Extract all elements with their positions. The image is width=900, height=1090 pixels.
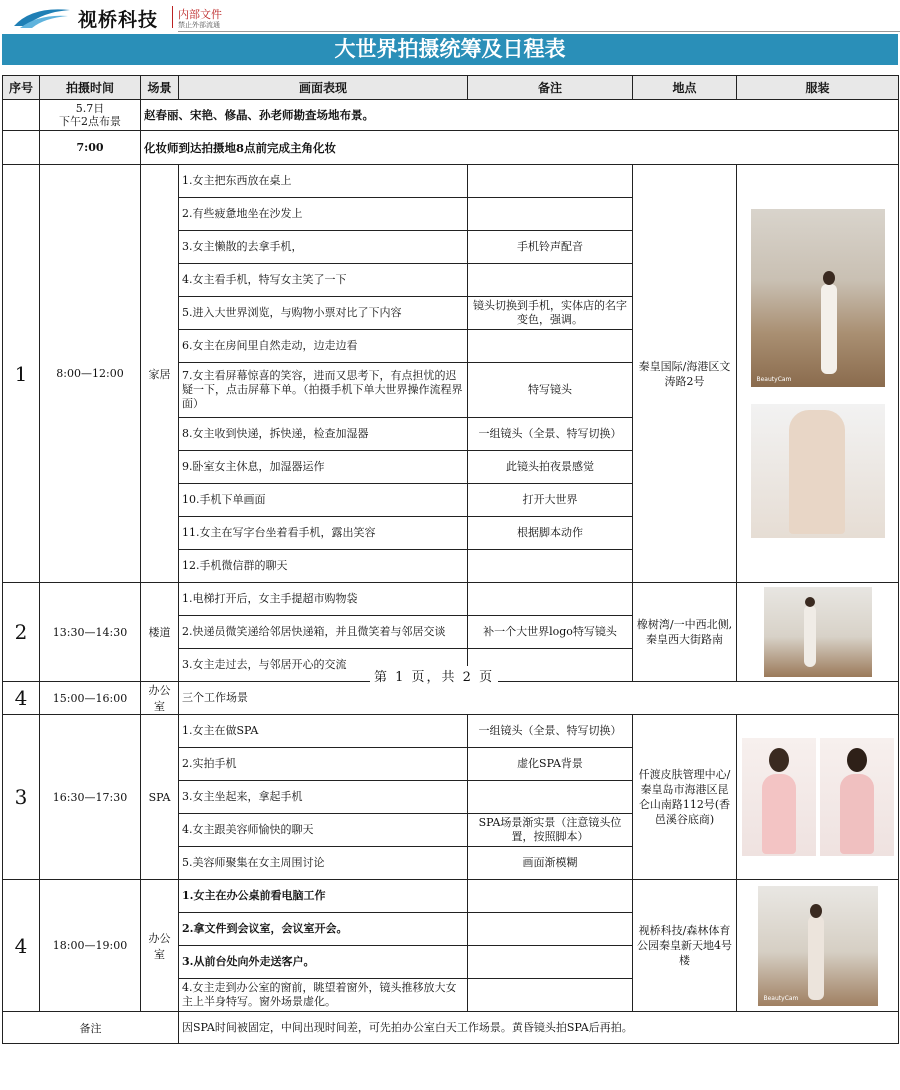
shot-desc: 3.女主走过去，与邻居开心的交流 bbox=[179, 649, 468, 682]
shot-desc: 三个工作场景 bbox=[179, 682, 899, 715]
shot-note bbox=[468, 781, 633, 814]
shot-desc: 3.女主坐起来，拿起手机 bbox=[179, 781, 468, 814]
remarks-label: 备注 bbox=[3, 1012, 179, 1044]
col-header-note: 备注 bbox=[468, 76, 633, 100]
costume-photo-spa-front bbox=[742, 738, 816, 856]
page-title: 大世界拍摄统筹及日程表 bbox=[2, 34, 898, 65]
costume-photo-hallway bbox=[764, 587, 872, 677]
shot-note: 根据脚本动作 bbox=[468, 517, 633, 550]
shot-desc: 7.女主看屏幕惊喜的笑容，进而又思考下，有点担忧的迟疑一下，点击屏幕下单。（拍摄手机下单大世界操作流程界面） bbox=[179, 363, 468, 418]
shot-desc: 5.进入大世界浏览，与购物小票对比了下内容 bbox=[179, 297, 468, 330]
shot-note: 一组镜头（全景、特写切换） bbox=[468, 715, 633, 748]
remarks-text: 因SPA时间被固定，中间出现时间差，可先拍办公室白天工作场景。黄昏镜头拍SPA后再拍。 bbox=[179, 1012, 899, 1044]
table-row bbox=[3, 100, 899, 131]
shot-desc: 4.女主走到办公室的窗前，眺望着窗外，镜头推移放大女主上半身特写。窗外场景虚化。 bbox=[179, 979, 468, 1012]
col-header-costume: 服装 bbox=[737, 76, 899, 100]
table-row bbox=[3, 682, 899, 715]
scene-name: 办公室 bbox=[141, 682, 179, 715]
shot-desc: 2.拿文件到会议室，会议室开会。 bbox=[179, 913, 468, 946]
col-header-seq: 序号 bbox=[3, 76, 40, 100]
header-rule bbox=[178, 31, 900, 32]
location: 秦皇国际/海港区文涛路2号 bbox=[633, 165, 737, 583]
shot-desc: 11.女主在写字台坐着看手机，露出笑容 bbox=[179, 517, 468, 550]
table-row bbox=[3, 715, 899, 748]
seq-number: 4 bbox=[3, 880, 40, 1012]
prep-time: 5.7日 下午2点布景 bbox=[40, 100, 141, 131]
col-header-location: 地点 bbox=[633, 76, 737, 100]
table-row bbox=[3, 880, 899, 913]
shot-desc: 1.女主在办公桌前看电脑工作 bbox=[179, 880, 468, 913]
table-row bbox=[3, 131, 899, 165]
shot-note bbox=[468, 165, 633, 198]
table-row bbox=[3, 1012, 899, 1044]
shoot-time: 16:30—17:30 bbox=[40, 715, 141, 880]
brand-name: 视桥科技 bbox=[78, 9, 159, 31]
scene-name: 家居 bbox=[141, 165, 179, 583]
shot-note bbox=[468, 550, 633, 583]
scene-name: 办公室 bbox=[141, 880, 179, 1012]
costume-photo-spa-back bbox=[820, 738, 894, 856]
seq-number: 3 bbox=[3, 715, 40, 880]
shot-desc: 8.女主收到快递，拆快递，检查加湿器 bbox=[179, 418, 468, 451]
shot-desc: 2.实拍手机 bbox=[179, 748, 468, 781]
scene-name: 楼道 bbox=[141, 583, 179, 682]
dept-label: 内部文件 bbox=[178, 8, 222, 21]
col-header-shot: 画面表现 bbox=[179, 76, 468, 100]
shot-note: 手机铃声配音 bbox=[468, 231, 633, 264]
col-header-scene: 场景 bbox=[141, 76, 179, 100]
shot-note: 镜头切换到手机，实体店的名字变色，强调。 bbox=[468, 297, 633, 330]
shot-desc: 1.女主在做SPA bbox=[179, 715, 468, 748]
costume-photo-dress bbox=[751, 404, 885, 538]
shot-desc: 1.女主把东西放在桌上 bbox=[179, 165, 468, 198]
header-divider bbox=[172, 6, 173, 28]
shoot-time: 13:30—14:30 bbox=[40, 583, 141, 682]
shot-note: 一组镜头（全景、特写切换） bbox=[468, 418, 633, 451]
shot-desc: 5.美容师聚集在女主周围讨论 bbox=[179, 847, 468, 880]
photo-caption: BeautyCam bbox=[763, 994, 799, 1002]
costume-photos bbox=[737, 715, 899, 880]
shot-desc: 1.电梯打开后，女主手提超市购物袋 bbox=[179, 583, 468, 616]
shot-note bbox=[468, 979, 633, 1012]
seq-number: 1 bbox=[3, 165, 40, 583]
company-logo-icon bbox=[12, 4, 72, 30]
shot-note: 补一个大世界logo特写镜头 bbox=[468, 616, 633, 649]
shot-note bbox=[468, 330, 633, 363]
seq-number: 2 bbox=[3, 583, 40, 682]
shoot-time: 18:00—19:00 bbox=[40, 880, 141, 1012]
document-header bbox=[0, 0, 900, 32]
shot-note: 此镜头拍夜景感觉 bbox=[468, 451, 633, 484]
shot-note: 画面渐模糊 bbox=[468, 847, 633, 880]
shot-note bbox=[468, 583, 633, 616]
shot-desc: 4.女主跟美容师愉快的聊天 bbox=[179, 814, 468, 847]
page-footer: 第 1 页，共 2 页 bbox=[370, 666, 498, 685]
location: 仟渡皮肤管理中心/秦皇岛市海港区昆仑山南路112号(香邑溪谷底商) bbox=[633, 715, 737, 880]
photo-caption: BeautyCam bbox=[756, 376, 792, 383]
shot-note bbox=[468, 946, 633, 979]
table-row bbox=[3, 583, 899, 616]
costume-photos bbox=[737, 880, 899, 1012]
shot-desc: 2.有些疲惫地坐在沙发上 bbox=[179, 198, 468, 231]
shot-desc: 9.卧室女主休息，加湿器运作 bbox=[179, 451, 468, 484]
dept-sublabel: 禁止外部流通 bbox=[178, 21, 220, 29]
shot-desc: 10.手机下单画面 bbox=[179, 484, 468, 517]
shoot-time: 8:00—12:00 bbox=[40, 165, 141, 583]
shot-note bbox=[468, 913, 633, 946]
shot-note: SPA场景渐实景（注意镜头位置，按照脚本） bbox=[468, 814, 633, 847]
makeup-time: 7:00 bbox=[40, 131, 141, 165]
shot-note bbox=[468, 264, 633, 297]
seq-number: 4 bbox=[3, 682, 40, 715]
shot-desc: 3.女主懒散的去拿手机， bbox=[179, 231, 468, 264]
shot-note: 打开大世界 bbox=[468, 484, 633, 517]
shot-note: 特写镜头 bbox=[468, 363, 633, 418]
shot-desc: 4.女主看手机，特写女主笑了一下 bbox=[179, 264, 468, 297]
shot-note: 虚化SPA背景 bbox=[468, 748, 633, 781]
shot-desc: 12.手机微信群的聊天 bbox=[179, 550, 468, 583]
costume-photos bbox=[737, 165, 899, 583]
table-row bbox=[3, 165, 899, 198]
location: 视桥科技/森林体育公园秦皇新天地4号楼 bbox=[633, 880, 737, 1012]
costume-photo-office bbox=[758, 886, 878, 1006]
schedule-table bbox=[2, 75, 899, 1044]
col-header-time: 拍摄时间 bbox=[40, 76, 141, 100]
location: 橡树湾/一中西北侧,秦皇西大街路南 bbox=[633, 583, 737, 682]
table-header-row bbox=[3, 76, 899, 100]
shot-desc: 3.从前台处向外走送客户。 bbox=[179, 946, 468, 979]
costume-photo-room bbox=[751, 209, 885, 387]
shot-desc: 6.女主在房间里自然走动，边走边看 bbox=[179, 330, 468, 363]
makeup-text: 化妆师到达拍摄地8点前完成主角化妆 bbox=[141, 131, 899, 165]
shot-note bbox=[468, 880, 633, 913]
shoot-time: 15:00—16:00 bbox=[40, 682, 141, 715]
prep-text: 赵春丽、宋艳、修晶、孙老师勘查场地布景。 bbox=[141, 100, 899, 131]
scene-name: SPA bbox=[141, 715, 179, 880]
costume-photos bbox=[737, 583, 899, 682]
shot-note bbox=[468, 198, 633, 231]
shot-desc: 2.快递员微笑递给邻居快递箱，并且微笑着与邻居交谈 bbox=[179, 616, 468, 649]
